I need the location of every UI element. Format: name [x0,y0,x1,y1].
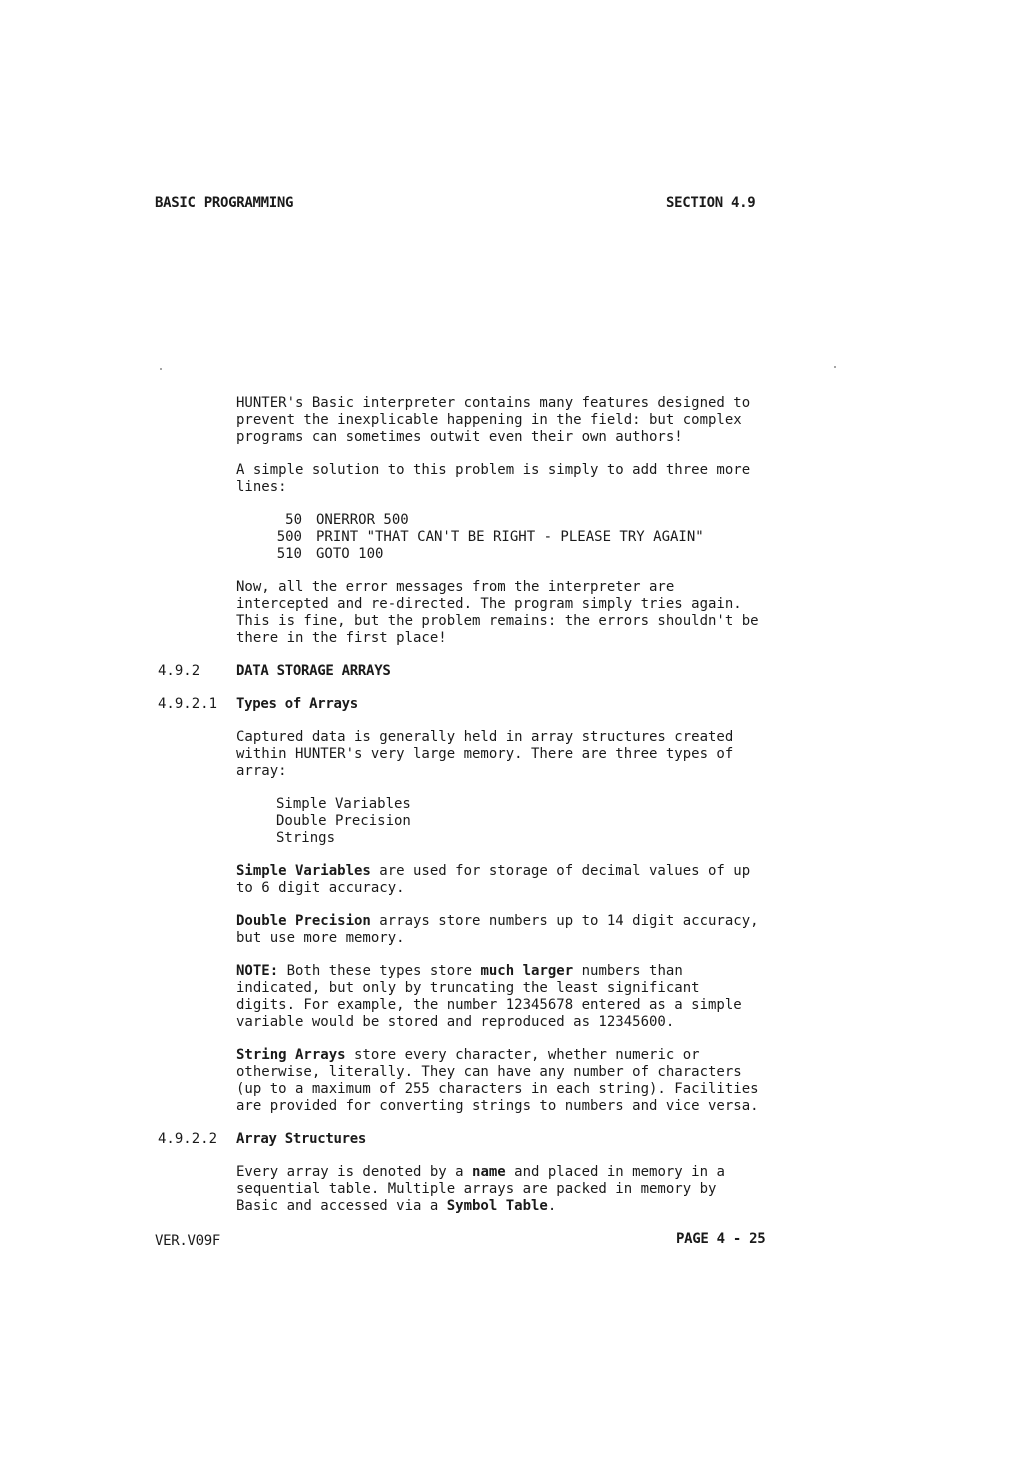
array-type-list [276,796,411,847]
code-block [276,512,704,563]
term: String Arrays [236,1047,346,1063]
section-title: DATA STORAGE ARRAYS [236,663,391,679]
paragraph-solution: A simple solution to this problem is simply to add three more lines: [236,462,751,495]
code-line-text: GOTO 100 [316,546,384,562]
code-line-number: 510 [276,546,302,562]
code-line [276,529,704,546]
section-title: Array Structures [236,1131,367,1147]
list-item: Simple Variables [276,796,411,812]
paragraph-string-arrays: String Arrays store every character, whether numeric or otherwise, literally. They can have any number of characters (up to a maximum of 255 characters in each string). Facilities are provided for converting strings to numbers and vice versa. [236,1047,759,1114]
list-item: Strings [276,830,336,846]
scan-speck [160,368,162,370]
code-line-number: 50 [285,512,302,528]
term: name [472,1164,506,1180]
code-line-number: 500 [276,529,302,545]
list-item: Double Precision [276,813,411,829]
code-line [276,546,704,563]
section-number: 4.9.2 [158,663,201,679]
term: Double Precision [236,913,371,929]
header-right: SECTION 4.9 [666,195,756,211]
term: much larger [480,963,574,979]
paragraph-captured-data: Captured data is generally held in array structures created within HUNTER's very large memory. There are three types of array: [236,729,734,779]
code-line-text: PRINT "THAT CAN'T BE RIGHT - PLEASE TRY AGAIN" [316,529,704,545]
term: Simple Variables [236,863,371,879]
term: Symbol Table [446,1198,548,1214]
header-left: BASIC PROGRAMMING [155,195,294,211]
section-number: 4.9.2.2 [158,1131,218,1147]
code-line-text: ONERROR 500 [316,512,409,528]
scan-speck [834,366,836,368]
footer-page-number: PAGE 4 - 25 [676,1231,766,1247]
section-title: Types of Arrays [236,696,358,712]
paragraph-array-structures: Every array is denoted by a name and placed in memory in a sequential table. Multiple arrays are packed in memory by Basic and accessed via a Symbol Table. [236,1164,725,1214]
paragraph-double-precision: Double Precision arrays store numbers up to 14 digit accuracy, but use more memory. [236,913,759,946]
footer-version: VER.V09F [155,1233,221,1249]
paragraph-intro: HUNTER's Basic interpreter contains many features designed to prevent the inexplicable happening in the field: but complex programs can sometimes outwit even their own authors! [236,395,751,445]
section-number: 4.9.2.1 [158,696,218,712]
paragraph-note: NOTE: Both these types store much larger numbers than indicated, but only by truncating the least significant digits. For example, the number 12345678 entered as a simple variable would be stored and reproduced as 12345600. [236,963,742,1030]
paragraph-simple-variables: Simple Variables are used for storage of decimal values of up to 6 digit accuracy. [236,863,751,896]
note-label: NOTE: [236,963,279,979]
code-line [276,512,704,529]
paragraph-error-handling: Now, all the error messages from the interpreter are intercepted and re-directed. The program simply tries again. This is fine, but the problem remains: the errors shouldn't be there in the first place! [236,579,759,646]
